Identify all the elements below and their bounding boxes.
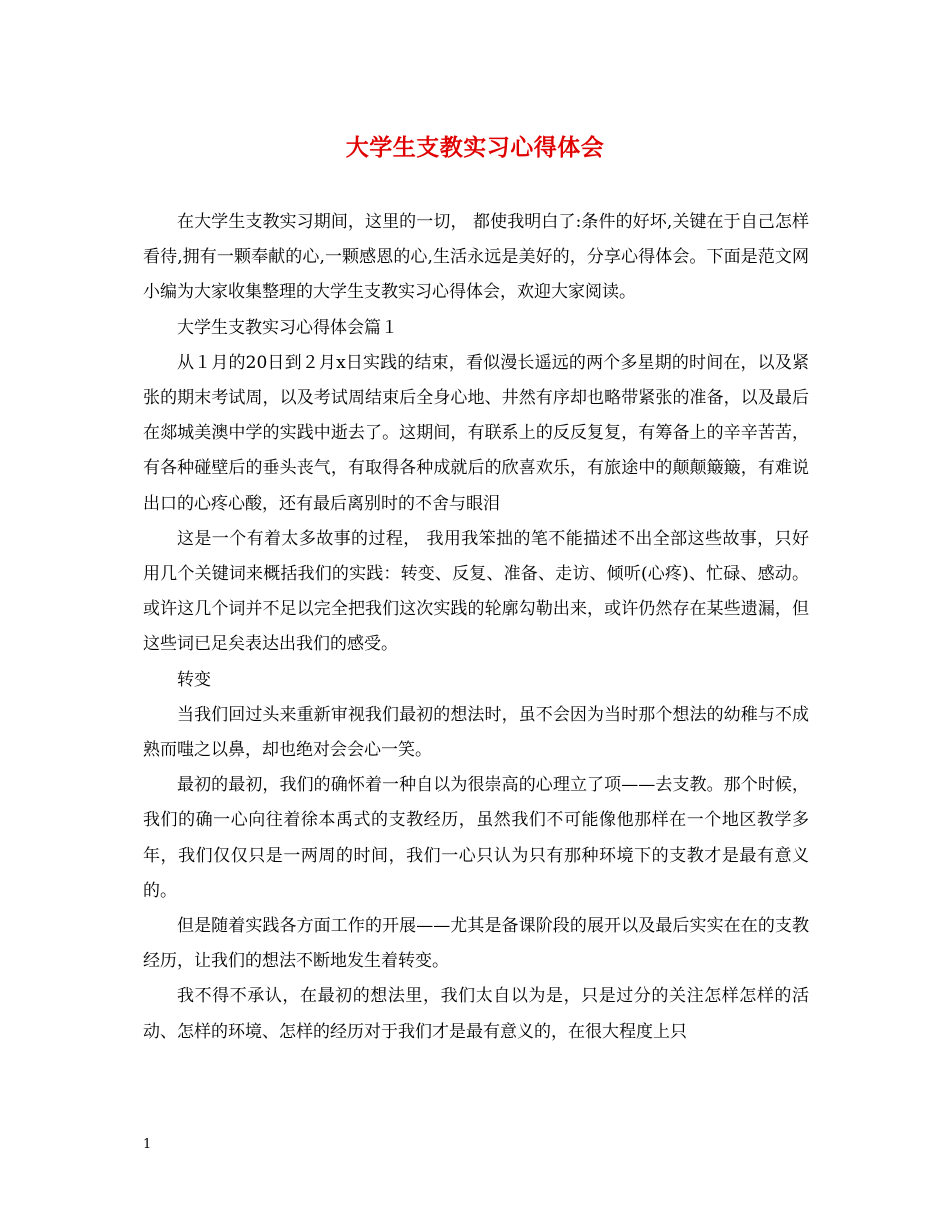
paragraph: 当我们回过头来重新审视我们最初的想法时，虽不会因为当时那个想法的幼稚与不成熟而嗤之以鼻，却也绝对会会心一笑。 <box>143 704 809 761</box>
paragraph: 最初的最初，我们的确怀着一种自以为很崇高的心理立了项——去支教。那个时候，我们的确一心向往着徐本禹式的支教经历，虽然我们不可能像他那样在一个地区教学多年，我们仅仅只是一两周的时间，我们一心只认为只有那种环境下的支教才是最有意义的。 <box>143 775 809 901</box>
paragraph: 这是一个有着太多故事的过程， 我用我笨拙的笔不能描述不出全部这些故事，只好用几个关键词来概括我们的实践：转变、反复、准备、走访、倾听(心疼)、忙碌、感动。或许这几个词并不足以完全把我们这次实践的轮廓勾勒出来，或许仍然存在某些遗漏，但这些词已足矣表达出我们的感受。 <box>143 528 809 655</box>
section-heading: 大学生支教实习心得体会篇１ <box>177 317 398 338</box>
document-body <box>143 205 809 1050</box>
section-heading: 转变 <box>177 669 211 690</box>
paragraph: 在大学生支教实习期间，这里的一切， 都使我明白了:条件的好坏,关键在于自己怎样看待,拥有一颗奉献的心,一颗感恩的心,生活永远是美好的，分享心得体会。下面是范文网小编为大家收集整理的大学生支教实习心得体会，欢迎大家阅读。 <box>143 212 809 303</box>
paragraph: 我不得不承认，在最初的想法里，我们太自以为是，只是过分的关注怎样怎样的活动、怎样的环境、怎样的经历对于我们才是最有意义的，在很大程度上只 <box>143 986 809 1042</box>
paragraph: 但是随着实践各方面工作的开展——尤其是备课阶段的展开以及最后实实在在的支教经历，让我们的想法不断地发生着转变。 <box>143 916 809 972</box>
page-number: 1 <box>143 1137 152 1152</box>
paragraph: 从１月的20日到２月x日实践的结束，看似漫长遥远的两个多星期的时间在，以及紧张的期末考试周，以及考试周结束后全身心地、井然有序却也略带紧张的准备，以及最后在郯城美澳中学的实践中逝去了。这期间，有联系上的反反复复，有筹备上的辛辛苦苦，有各种碰壁后的垂头丧气，有取得各种成就后的欣喜欢乐，有旅途中的颠颠簸簸，有难说出口的心疼心酸，还有最后离别时的不舍与眼泪 <box>143 352 809 514</box>
document-title: 大学生支教实习心得体会 <box>345 134 605 161</box>
